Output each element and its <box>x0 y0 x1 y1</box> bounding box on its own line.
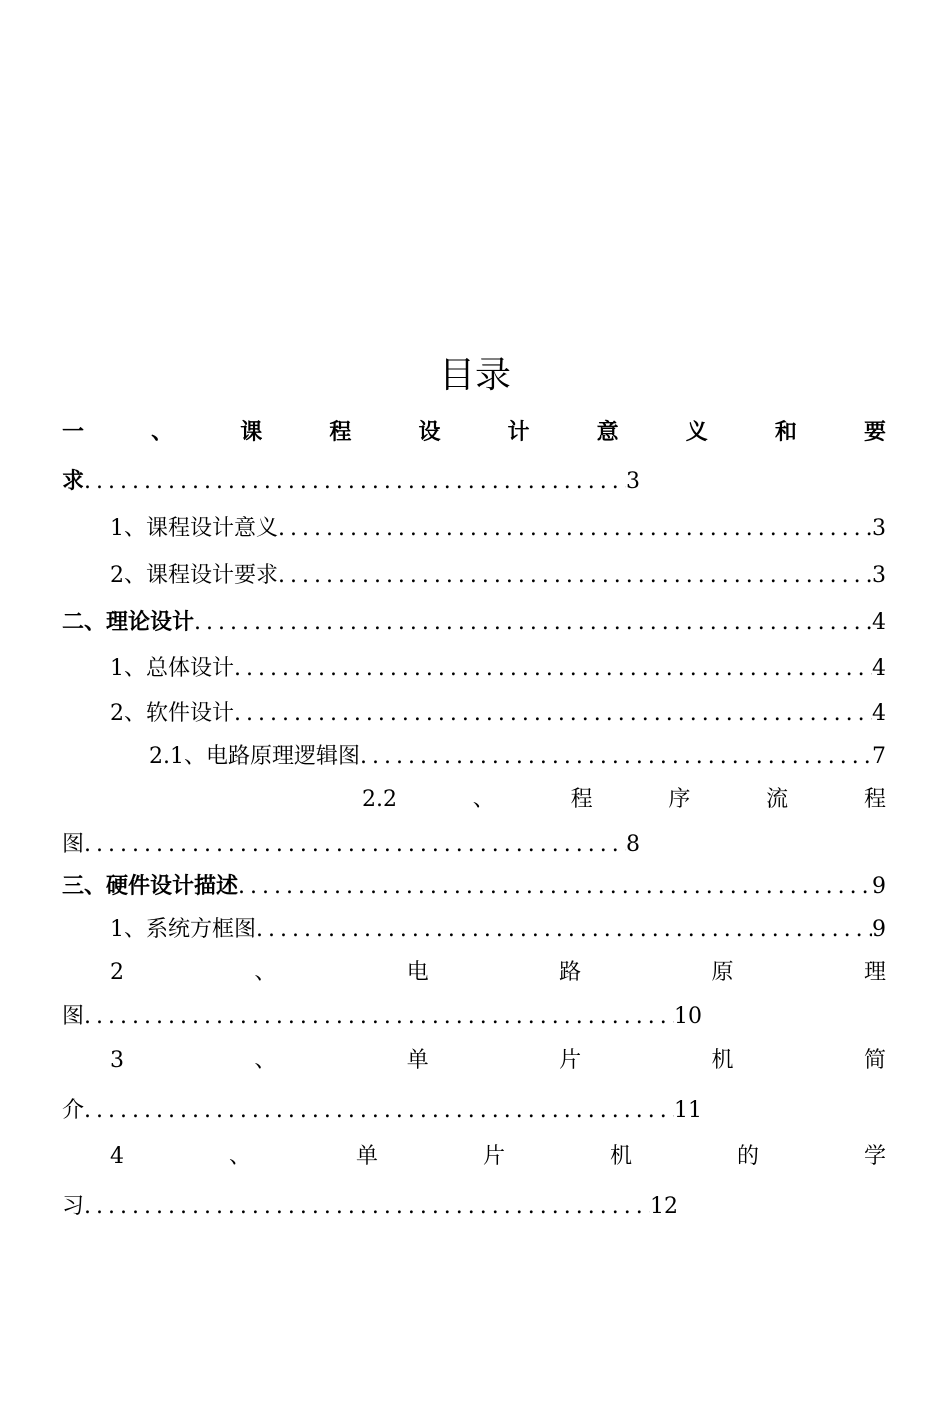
toc-entry-3-4-continuation <box>62 1191 678 1223</box>
toc-leader-dots <box>84 1095 674 1127</box>
toc-char: 机 <box>609 1144 632 1169</box>
toc-label: 2、软件设计 <box>110 701 234 726</box>
toc-char: 程 <box>863 787 886 812</box>
toc-char: 意 <box>596 420 619 445</box>
toc-page-number: 3 <box>626 469 640 494</box>
toc-char: 片 <box>559 1048 582 1073</box>
toc-char: 片 <box>482 1144 505 1169</box>
toc-leader-dots <box>194 607 872 639</box>
toc-label: 二、理论设计 <box>62 610 195 635</box>
toc-entry-2-2-1 <box>149 741 886 773</box>
toc-label: 三、硬件设计描述 <box>62 874 239 899</box>
toc-label: 1、总体设计 <box>110 656 234 681</box>
toc-char: 电 <box>406 960 429 985</box>
toc-title: 目录 <box>438 355 511 396</box>
toc-label: 图 <box>62 832 85 857</box>
toc-char: 、 <box>254 960 277 985</box>
toc-entry-3-2 <box>110 957 886 989</box>
toc-page-number: 3 <box>872 516 886 541</box>
toc-page-number: 4 <box>872 610 886 635</box>
toc-entry-2-2 <box>110 698 886 730</box>
toc-leader-dots <box>256 914 872 946</box>
toc-char: 流 <box>766 787 789 812</box>
toc-page-number: 9 <box>872 917 886 942</box>
toc-leader-dots <box>278 560 872 592</box>
toc-leader-dots <box>84 1191 650 1223</box>
toc-page-number: 8 <box>626 832 640 857</box>
toc-label: 求 <box>62 469 85 494</box>
toc-char: 一 <box>62 420 85 445</box>
toc-page-number: 12 <box>650 1194 678 1219</box>
toc-char: 、 <box>472 787 495 812</box>
toc-leader-dots <box>234 698 872 730</box>
toc-char: 计 <box>507 420 530 445</box>
toc-char: 、 <box>254 1048 277 1073</box>
toc-page-number: 9 <box>872 874 886 899</box>
toc-entry-3-3 <box>110 1045 886 1077</box>
toc-leader-dots <box>84 829 626 861</box>
toc-entry-3-1 <box>110 914 886 946</box>
toc-char: 要 <box>863 420 886 445</box>
toc-char: 路 <box>559 960 582 985</box>
toc-entry-3-4 <box>110 1141 886 1173</box>
toc-char: 设 <box>418 420 441 445</box>
toc-char: 原 <box>711 960 734 985</box>
toc-char: 单 <box>406 1048 429 1073</box>
toc-char: 单 <box>355 1144 378 1169</box>
toc-char: 课 <box>240 420 263 445</box>
toc-leader-dots <box>84 466 626 498</box>
toc-label: 2、课程设计要求 <box>110 563 278 588</box>
toc-leader-dots <box>238 871 872 903</box>
toc-label: 介 <box>62 1098 85 1123</box>
toc-char: 4 <box>110 1144 124 1169</box>
toc-label: 1、课程设计意义 <box>110 516 278 541</box>
toc-entry-2-1 <box>110 653 886 685</box>
toc-leader-dots <box>234 653 872 685</box>
toc-char: 机 <box>711 1048 734 1073</box>
toc-char: 程 <box>570 787 593 812</box>
toc-leader-dots <box>84 1001 674 1033</box>
toc-label: 1、系统方框图 <box>110 917 256 942</box>
toc-entry-3-3-continuation <box>62 1095 702 1127</box>
toc-char: 和 <box>774 420 797 445</box>
toc-page-number: 11 <box>674 1098 702 1123</box>
toc-entry-1-2 <box>110 560 886 592</box>
toc-section-1-continuation <box>62 466 640 498</box>
toc-label: 习 <box>62 1194 85 1219</box>
toc-section-1-heading <box>62 417 886 449</box>
toc-entry-2-2-2-continuation <box>62 829 640 861</box>
toc-char: 的 <box>736 1144 759 1169</box>
toc-section-2-heading <box>62 607 886 639</box>
toc-entry-3-2-continuation <box>62 1001 702 1033</box>
toc-leader-dots <box>278 513 872 545</box>
toc-entry-2-2-2 <box>362 784 886 816</box>
toc-char: 2 <box>110 960 124 985</box>
toc-char: 、 <box>228 1144 251 1169</box>
toc-char: 简 <box>863 1048 886 1073</box>
toc-page-number: 4 <box>872 656 886 681</box>
toc-page-number: 10 <box>674 1004 702 1029</box>
toc-page-number: 4 <box>872 701 886 726</box>
toc-char: 学 <box>863 1144 886 1169</box>
toc-char: 义 <box>685 420 708 445</box>
toc-page-number: 3 <box>872 563 886 588</box>
toc-label: 2.1、电路原理逻辑图 <box>149 744 360 769</box>
toc-leader-dots <box>360 741 872 773</box>
toc-char: 序 <box>668 787 691 812</box>
toc-label: 图 <box>62 1004 85 1029</box>
toc-page-number: 7 <box>872 744 886 769</box>
toc-section-3-heading <box>62 871 886 903</box>
toc-char: 2.2 <box>362 787 397 812</box>
toc-char: 理 <box>863 960 886 985</box>
toc-char: 3 <box>110 1048 124 1073</box>
toc-entry-1-1 <box>110 513 886 545</box>
toc-char: 程 <box>329 420 352 445</box>
toc-char: 、 <box>151 420 174 445</box>
